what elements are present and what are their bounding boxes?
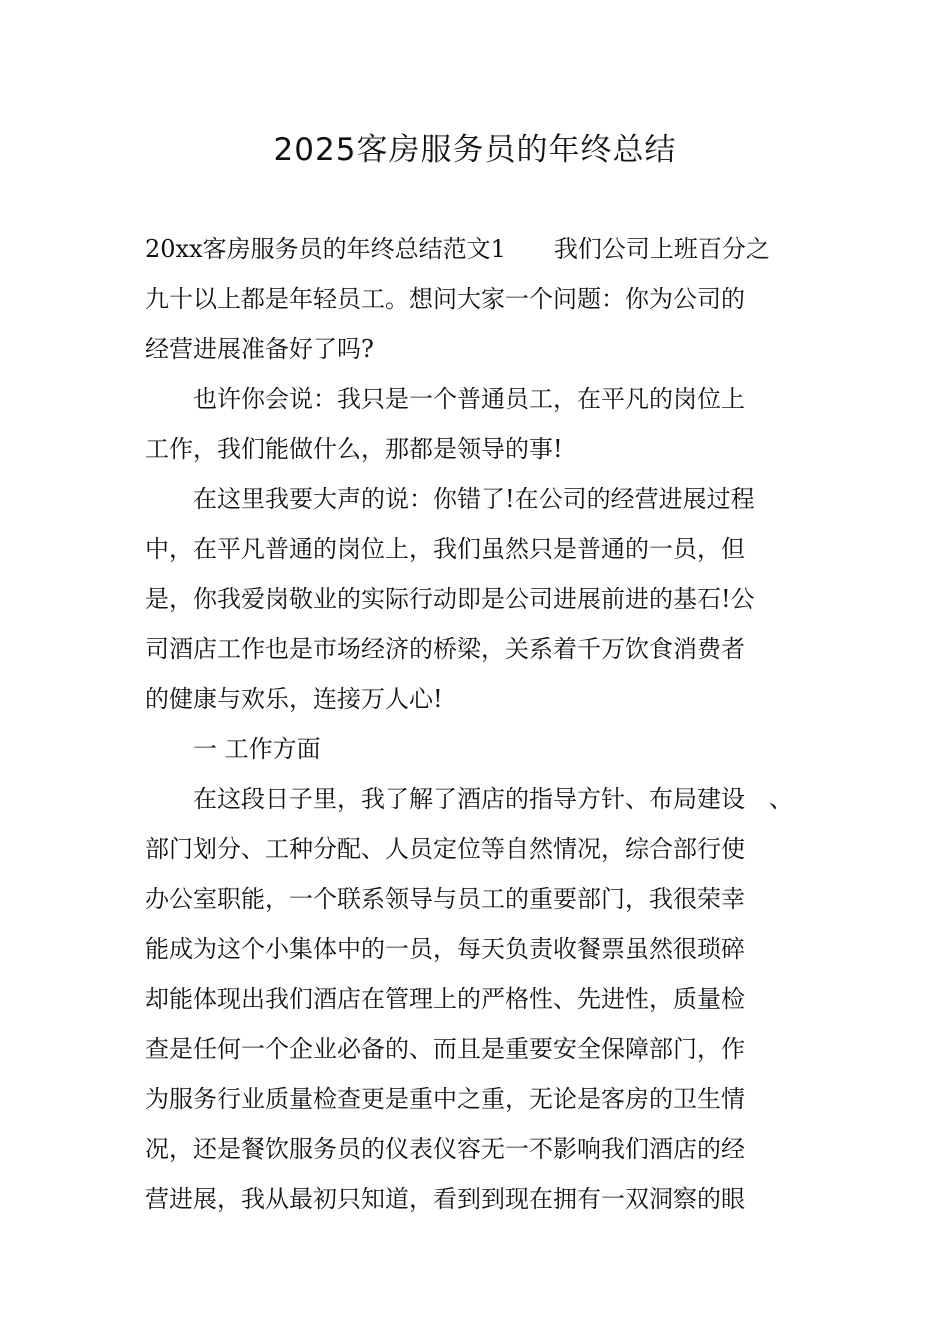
body-line: 营进展，我从最初只知道，看到到现在拥有一双洞察的眼 bbox=[145, 1185, 745, 1213]
body-line: 的健康与欢乐，连接万人心! bbox=[145, 685, 443, 713]
body-line: 20xx客房服务员的年终总结范文1 我们公司上班百分之 bbox=[145, 235, 770, 263]
body-line: 却能体现出我们酒店在管理上的严格性、先进性，质量检 bbox=[145, 985, 745, 1013]
body-line: 九十以上都是年轻员工。想问大家一个问题：你为公司的 bbox=[145, 285, 745, 313]
body-line: 经营进展准备好了吗? bbox=[145, 335, 374, 363]
body-line: 部门划分、工种分配、人员定位等自然情况，综合部行使 bbox=[145, 835, 745, 863]
section-heading: 一 工作方面 bbox=[145, 735, 321, 763]
body-line: 能成为这个小集体中的一员，每天负责收餐票虽然很琐碎 bbox=[145, 935, 745, 963]
body-line: 办公室职能，一个联系领导与员工的重要部门，我很荣幸 bbox=[145, 885, 745, 913]
body-line: 司酒店工作也是市场经济的桥梁，关系着千万饮食消费者 bbox=[145, 635, 745, 663]
body-line: 中，在平凡普通的岗位上，我们虽然只是普通的一员，但 bbox=[145, 535, 745, 563]
body-line: 在这里我要大声的说：你错了!在公司的经营进展过程 bbox=[145, 485, 755, 513]
body-line: 工作，我们能做什么，那都是领导的事! bbox=[145, 435, 563, 463]
body-line: 在这段日子里，我了解了酒店的指导方针、布局建设 、 bbox=[145, 785, 793, 813]
body-line: 况，还是餐饮服务员的仪表仪容无一不影响我们酒店的经 bbox=[145, 1135, 745, 1163]
body-line: 查是任何一个企业必备的、而且是重要安全保障部门，作 bbox=[145, 1035, 745, 1063]
body-line: 也许你会说：我只是一个普通员工，在平凡的岗位上 bbox=[145, 385, 745, 413]
document-title: 2025客房服务员的年终总结 bbox=[273, 132, 677, 168]
body-line: 为服务行业质量检查更是重中之重，无论是客房的卫生情 bbox=[145, 1085, 745, 1113]
body-line: 是，你我爱岗敬业的实际行动即是公司进展前进的基石!公 bbox=[145, 585, 755, 613]
